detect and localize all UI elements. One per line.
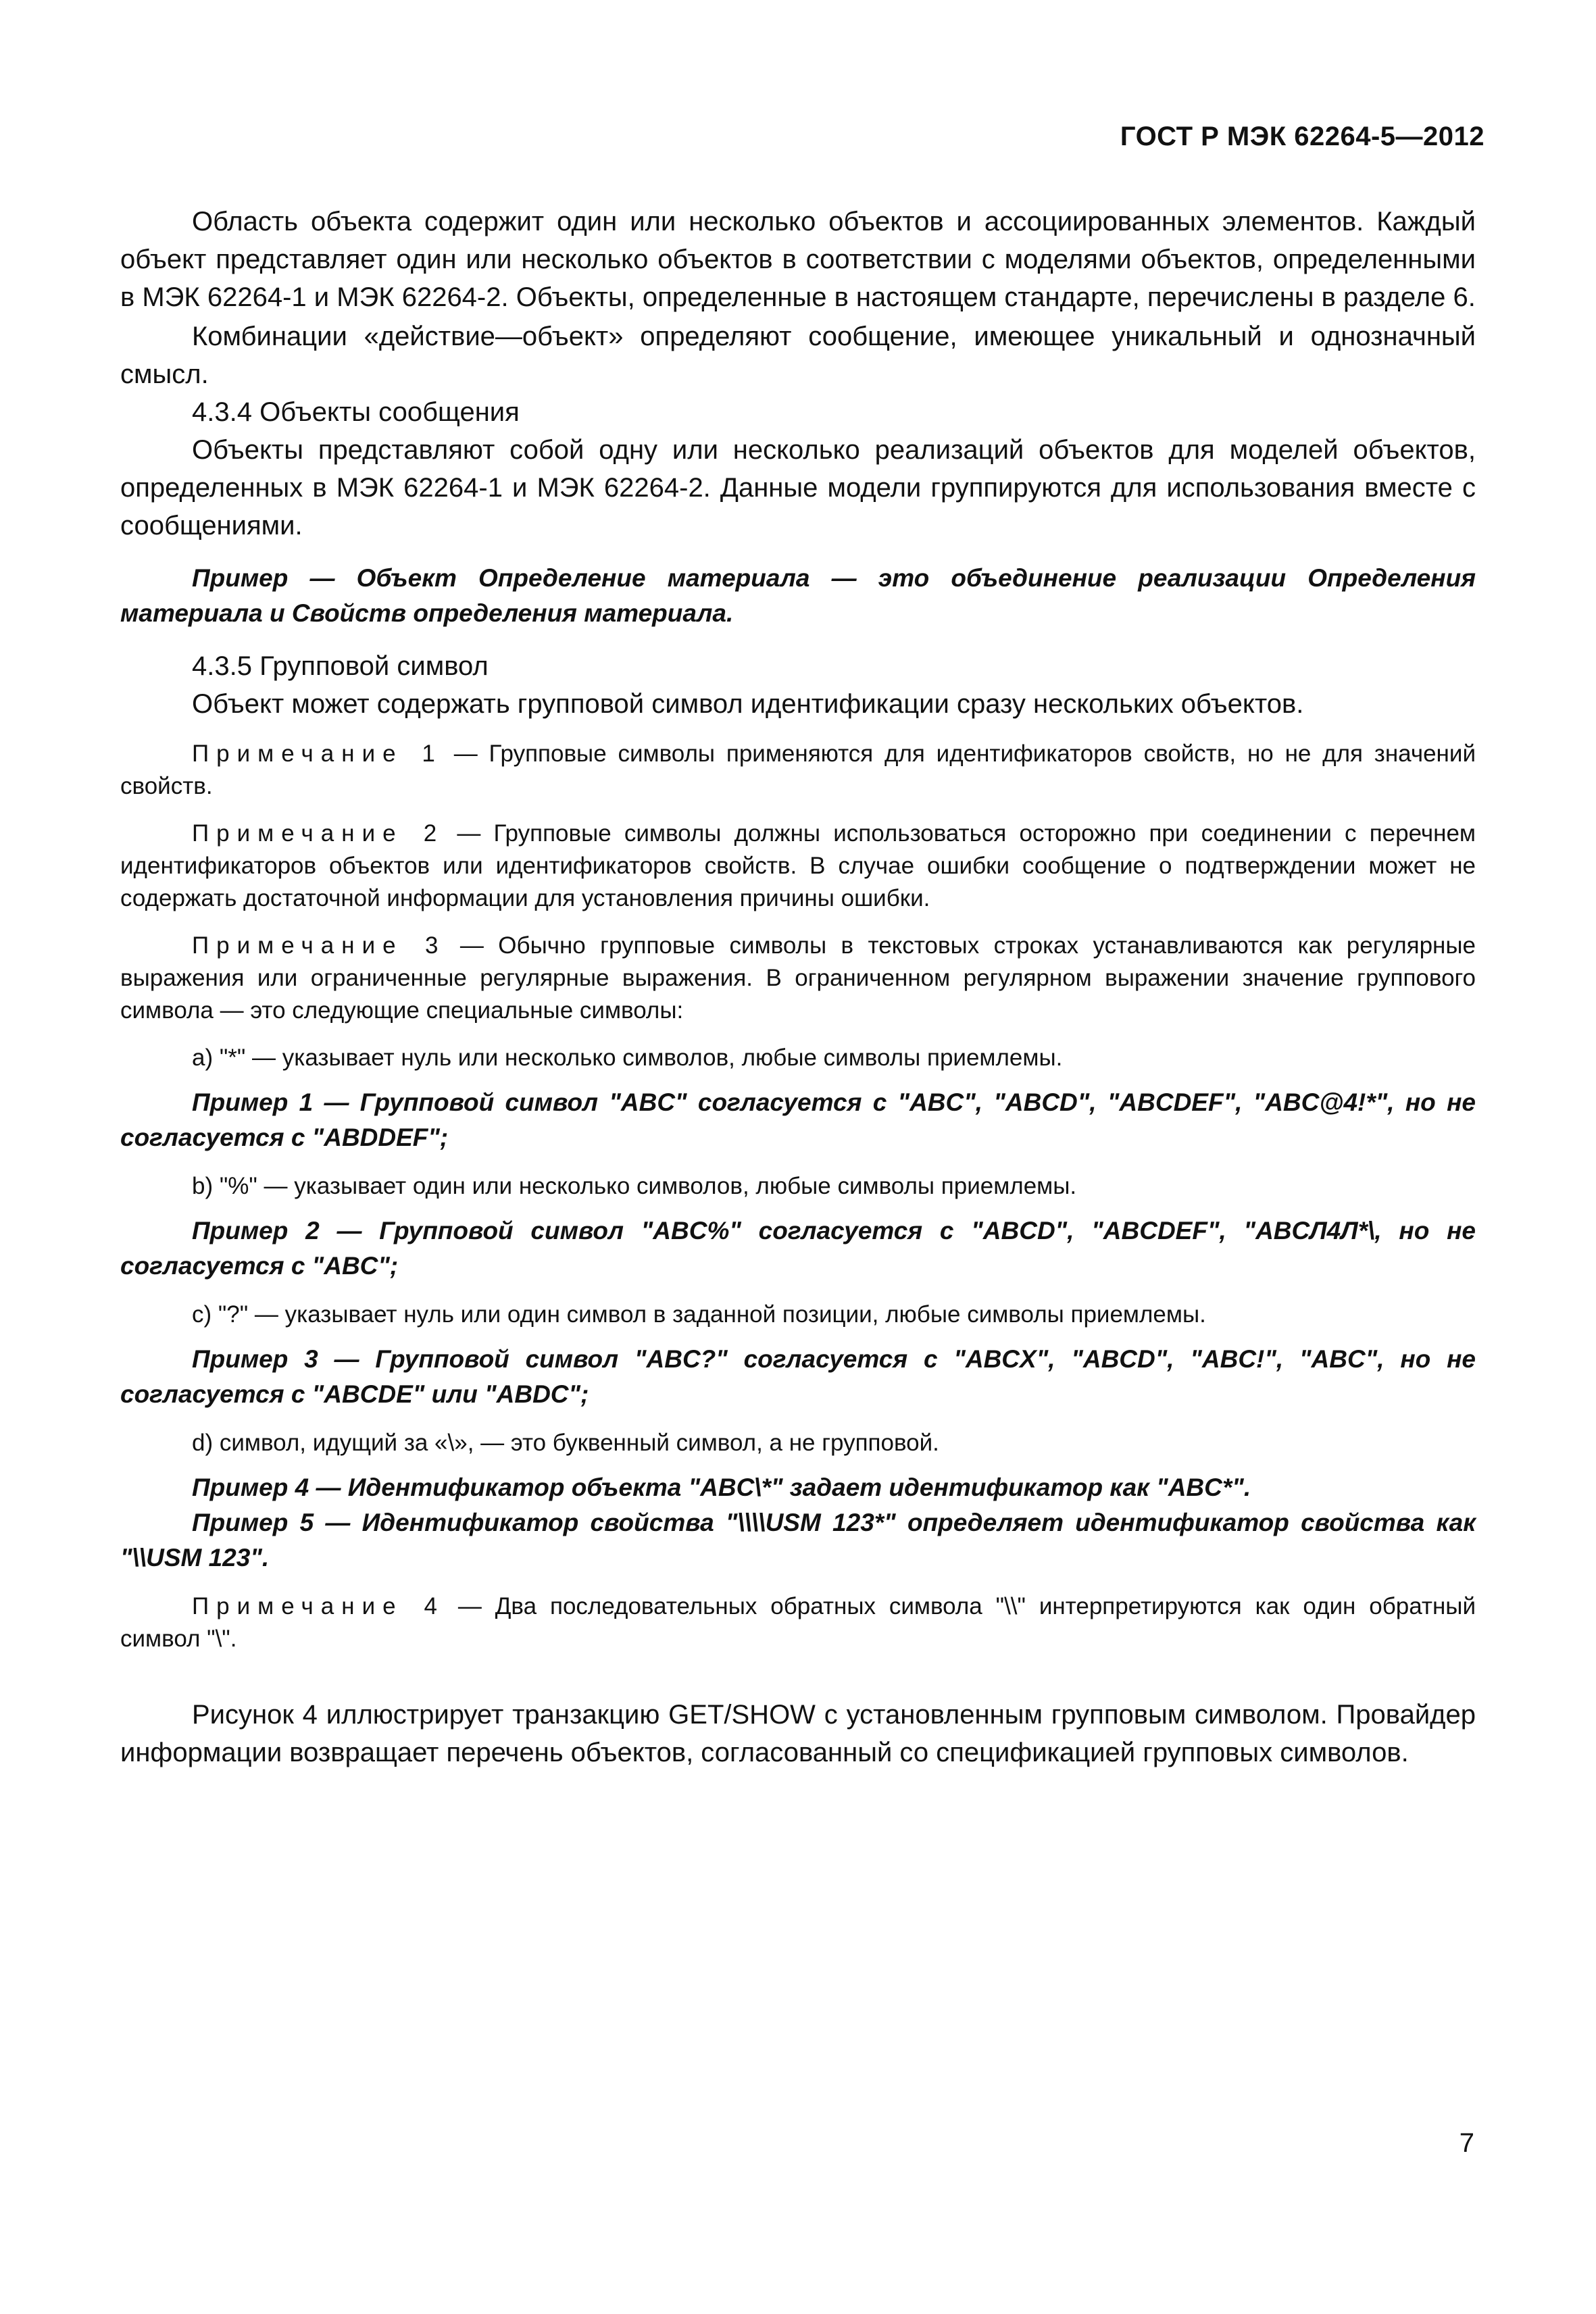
note-4 [120,1590,1476,1655]
note-1 [120,738,1476,803]
section-heading-4-3-5: 4.3.5 Групповой символ [192,651,489,681]
note-4-label: Примечание 4 [192,1593,445,1619]
note-2-label: Примечание 2 [192,820,445,847]
example-3: Пример 3 — Групповой символ "ABC?" согласуется с "ABCX", "ABCD", "ABC!", "ABC", но не согласуется с "ABCDE" или "ABDC"; [120,1345,1476,1408]
note-4-text: — Два последовательных обратных символа "\\" интерпретируются как один обратный символ "\". [120,1593,1476,1652]
example-1: Пример 1 — Групповой символ "ABC" согласуется с "ABC", "ABCD", "ABCDEF", "ABC@4!*", но не согласуется с "ABDDEF"; [120,1088,1476,1151]
note-2-text: — Групповые символы должны использоваться осторожно при соединении с перечнем идентификаторов объектов или идентификаторов свойств. В случае ошибки сообщение о подтверждении может не содержать достаточной информации для установления причины ошибки. [120,820,1476,911]
note-1-text: — Групповые символы применяются для идентификаторов свойств, но не для значений свойств. [120,740,1476,799]
paragraph-object-area: Область объекта содержит один или несколько объектов и ассоциированных элементов. Каждый объект представляет один или несколько объектов в соответствии с моделями объектов, определенными в МЭК 62264-1 и МЭК 62264-2. Объекты, определенные в настоящем стандарте, перечислены в разделе 6. [120,207,1476,312]
example-material: Пример — Объект Определение материала — это объединение реализации Определения материала и Свойств определения материала. [120,564,1476,627]
list-item-d: d) символ, идущий за «\», — это буквенный символ, а не групповой. [192,1430,939,1456]
list-item-c: c) "?" — указывает нуль или один символ в заданной позиции, любые символы приемлемы. [192,1301,1206,1328]
note-3 [120,930,1476,1027]
section-heading-4-3-4: 4.3.4 Объекты сообщения [192,397,520,427]
note-3-text: — Обычно групповые символы в текстовых строках устанавливаются как регулярные выражения или ограниченные регулярные выражения. В ограниченном регулярном выражении значение группового символа — это следующие специальные символы: [120,932,1476,1024]
example-5: Пример 5 — Идентификатор свойства "\\\\USM 123*" определяет идентификатор свойства как "\\USM 123". [120,1509,1476,1571]
list-item-b: b) "%" — указывает один или несколько символов, любые символы приемлемы. [192,1173,1077,1199]
paragraph-message-objects: Объекты представляют собой одну или несколько реализаций объектов для моделей объектов, определенных в МЭК 62264-1 и МЭК 62264-2. Данные модели группируются для использования вместе с сообщениями. [120,435,1476,540]
page-number: 7 [1459,2128,1474,2158]
paragraph-figure-4: Рисунок 4 иллюстрирует транзакцию GET/SHOW с установленным групповым символом. Провайдер информации возвращает перечень объектов, согласованный со спецификацией групповых символов. [120,1700,1476,1767]
paragraph-action-object: Комбинации «действие—объект» определяют сообщение, имеющее уникальный и однозначный смысл. [120,322,1476,389]
note-2 [120,818,1476,915]
example-2: Пример 2 — Групповой символ "ABC%" согласуется с "ABCD", "ABCDEF", "ABCЛ4Л*\, но не согласуется с "ABC"; [120,1217,1476,1280]
note-3-label: Примечание 3 [192,932,446,959]
paragraph-wildcard: Объект может содержать групповой символ идентификации сразу нескольких объектов. [192,689,1304,719]
note-1-label: Примечание 1 [192,740,443,767]
standard-header: ГОСТ Р МЭК 62264-5—2012 [1120,122,1485,151]
list-item-a: a) "*" — указывает нуль или несколько символов, любые символы приемлемы. [192,1045,1063,1071]
page-content [120,203,1476,1771]
example-4: Пример 4 — Идентификатор объекта "ABC\*" задает идентификатор как "ABC*". [192,1474,1251,1501]
